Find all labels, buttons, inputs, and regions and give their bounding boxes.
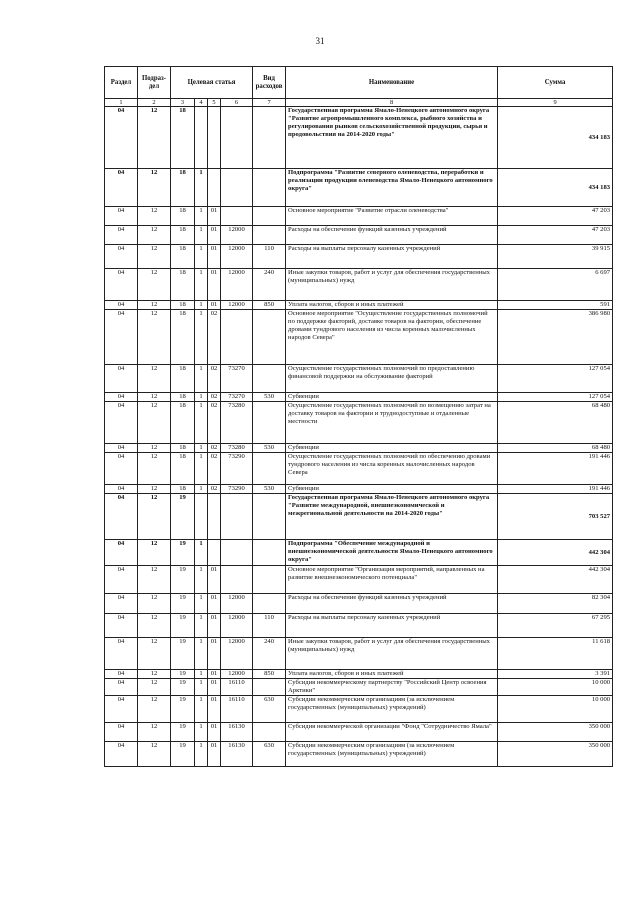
- target-code-4-cell: [221, 107, 253, 169]
- target-code-2-cell: 1: [195, 742, 208, 767]
- target-code-1-cell: 19: [171, 679, 195, 696]
- target-code-3-cell: 02: [208, 393, 221, 402]
- podrazdel-cell: 12: [138, 540, 171, 566]
- table-row: [105, 723, 613, 742]
- podrazdel-cell: 12: [138, 679, 171, 696]
- name-cell: Субвенции: [286, 444, 498, 453]
- name-cell: Субсидии некоммерческим организациям (за исключением государственных (муниципальных) учреждений): [286, 742, 498, 767]
- target-code-2-cell: 1: [195, 594, 208, 614]
- target-code-1-cell: 19: [171, 614, 195, 638]
- budget-table: [104, 66, 613, 767]
- target-code-1-cell: 19: [171, 670, 195, 679]
- target-code-1-cell: 18: [171, 365, 195, 393]
- razdel-cell: 04: [105, 723, 138, 742]
- target-code-4-cell: [221, 169, 253, 207]
- table-row: [105, 485, 613, 494]
- table-row: [105, 365, 613, 393]
- razdel-cell: 04: [105, 310, 138, 365]
- sum-cell: 68 480: [498, 444, 613, 453]
- expense-type-cell: [253, 453, 286, 485]
- table-row: [105, 207, 613, 226]
- podrazdel-cell: 12: [138, 723, 171, 742]
- column-number: 2: [138, 99, 171, 107]
- target-code-1-cell: 18: [171, 207, 195, 226]
- target-code-3-cell: 01: [208, 742, 221, 767]
- podrazdel-cell: 12: [138, 107, 171, 169]
- target-code-2-cell: 1: [195, 453, 208, 485]
- target-code-1-cell: 18: [171, 301, 195, 310]
- sum-cell: 39 915: [498, 245, 613, 269]
- target-code-1-cell: 19: [171, 638, 195, 670]
- name-cell: Осуществление государственных полномочий по предоставлению финансовой поддержки на обслуживание факторий: [286, 365, 498, 393]
- table-row: [105, 670, 613, 679]
- target-code-3-cell: [208, 540, 221, 566]
- table-row: [105, 107, 613, 169]
- podrazdel-cell: 12: [138, 169, 171, 207]
- target-code-3-cell: 02: [208, 365, 221, 393]
- table-row: [105, 638, 613, 670]
- table-row: [105, 494, 613, 540]
- target-code-4-cell: [221, 207, 253, 226]
- target-code-2-cell: 1: [195, 614, 208, 638]
- target-code-1-cell: 19: [171, 494, 195, 540]
- name-cell: Расходы на обеспечение функций казенных учреждений: [286, 594, 498, 614]
- table-row: [105, 540, 613, 566]
- expense-type-cell: [253, 494, 286, 540]
- target-code-4-cell: [221, 566, 253, 594]
- name-cell: Иные закупки товаров, работ и услуг для обеспечения государственных (муниципальных) нужд: [286, 638, 498, 670]
- expense-type-cell: [253, 540, 286, 566]
- name-cell: Осуществление государственных полномочий по обеспечению дровами тундрового населения из числа коренных малочисленных народов Севера: [286, 453, 498, 485]
- target-code-2-cell: 1: [195, 444, 208, 453]
- razdel-cell: 04: [105, 444, 138, 453]
- sum-cell: 127 054: [498, 393, 613, 402]
- podrazdel-cell: 12: [138, 566, 171, 594]
- target-code-4-cell: 73270: [221, 365, 253, 393]
- column-number: 7: [253, 99, 286, 107]
- razdel-cell: 04: [105, 269, 138, 301]
- target-code-2-cell: 1: [195, 207, 208, 226]
- target-code-1-cell: 18: [171, 169, 195, 207]
- name-cell: Основное мероприятие "Организация мероприятий, направленных на развитие внешнеэкономического потенциала": [286, 566, 498, 594]
- table-body: [105, 107, 613, 767]
- name-cell: Государственная программа Ямало-Ненецкого автономного округа "Развитие международной, внешнеэкономической и межрегиональной деятельности на 2014-2020 годы": [286, 494, 498, 540]
- target-code-4-cell: 12000: [221, 670, 253, 679]
- podrazdel-cell: 12: [138, 696, 171, 723]
- razdel-cell: 04: [105, 453, 138, 485]
- expense-type-cell: [253, 365, 286, 393]
- expense-type-cell: [253, 310, 286, 365]
- target-code-3-cell: 02: [208, 402, 221, 444]
- name-cell: Осуществление государственных полномочий по возмещению затрат на доставку товаров на фактории и труднодоступные и отдаленные местности: [286, 402, 498, 444]
- header-sum: Сумма: [498, 67, 613, 99]
- expense-type-cell: 850: [253, 670, 286, 679]
- table-row: [105, 614, 613, 638]
- podrazdel-cell: 12: [138, 269, 171, 301]
- target-code-3-cell: 01: [208, 594, 221, 614]
- column-number: 4: [195, 99, 208, 107]
- expense-type-cell: 530: [253, 485, 286, 494]
- target-code-1-cell: 18: [171, 226, 195, 245]
- expense-type-cell: 850: [253, 301, 286, 310]
- sum-cell: 442 304: [498, 566, 613, 594]
- target-code-4-cell: 73280: [221, 402, 253, 444]
- podrazdel-cell: 12: [138, 670, 171, 679]
- header-podrazdel: Подраз-дел: [138, 67, 171, 99]
- target-code-1-cell: 18: [171, 310, 195, 365]
- razdel-cell: 04: [105, 226, 138, 245]
- sum-cell: 67 295: [498, 614, 613, 638]
- expense-type-cell: [253, 402, 286, 444]
- target-code-1-cell: 18: [171, 269, 195, 301]
- column-number: 5: [208, 99, 221, 107]
- expense-type-cell: [253, 107, 286, 169]
- razdel-cell: 04: [105, 594, 138, 614]
- expense-type-cell: 630: [253, 696, 286, 723]
- name-cell: Субвенции: [286, 485, 498, 494]
- target-code-1-cell: 18: [171, 402, 195, 444]
- sum-cell: 350 000: [498, 723, 613, 742]
- expense-type-cell: 530: [253, 393, 286, 402]
- sum-cell: 6 697: [498, 269, 613, 301]
- expense-type-cell: [253, 226, 286, 245]
- target-code-4-cell: 73280: [221, 444, 253, 453]
- target-code-1-cell: 19: [171, 540, 195, 566]
- target-code-3-cell: [208, 107, 221, 169]
- target-code-4-cell: 73270: [221, 393, 253, 402]
- podrazdel-cell: 12: [138, 226, 171, 245]
- page-number: 31: [315, 36, 325, 46]
- sum-cell: 386 980: [498, 310, 613, 365]
- table-row: [105, 742, 613, 767]
- target-code-1-cell: 18: [171, 107, 195, 169]
- podrazdel-cell: 12: [138, 393, 171, 402]
- razdel-cell: 04: [105, 614, 138, 638]
- expense-type-cell: [253, 566, 286, 594]
- sum-cell: 68 480: [498, 402, 613, 444]
- target-code-4-cell: 73290: [221, 453, 253, 485]
- name-cell: Основное мероприятие "Осуществление государственных полномочий по поддержке факторий, доставке товаров на фактории, обеспечение дровами тундрового населения из числа коренных малочисленных народов Севера": [286, 310, 498, 365]
- name-cell: Уплата налогов, сборов и иных платежей: [286, 301, 498, 310]
- expense-type-cell: 110: [253, 245, 286, 269]
- target-code-2-cell: 1: [195, 723, 208, 742]
- table-row: [105, 226, 613, 245]
- sum-cell: 127 054: [498, 365, 613, 393]
- podrazdel-cell: 12: [138, 301, 171, 310]
- target-code-4-cell: 16110: [221, 696, 253, 723]
- sum-cell: 350 000: [498, 742, 613, 767]
- target-code-1-cell: 18: [171, 393, 195, 402]
- table-row: [105, 169, 613, 207]
- expense-type-cell: [253, 679, 286, 696]
- target-code-3-cell: 01: [208, 566, 221, 594]
- column-number: 3: [171, 99, 195, 107]
- table-row: [105, 402, 613, 444]
- header-target-article: Целевая статья: [171, 67, 253, 99]
- target-code-1-cell: 18: [171, 453, 195, 485]
- sum-cell: 191 446: [498, 453, 613, 485]
- razdel-cell: 04: [105, 742, 138, 767]
- razdel-cell: 04: [105, 402, 138, 444]
- target-code-4-cell: [221, 494, 253, 540]
- target-code-1-cell: 19: [171, 742, 195, 767]
- sum-cell: 442 304: [498, 540, 613, 566]
- target-code-2-cell: 1: [195, 540, 208, 566]
- target-code-4-cell: 12000: [221, 638, 253, 670]
- target-code-3-cell: 01: [208, 301, 221, 310]
- table-row: [105, 696, 613, 723]
- razdel-cell: 04: [105, 485, 138, 494]
- target-code-1-cell: 19: [171, 723, 195, 742]
- table-row: [105, 594, 613, 614]
- podrazdel-cell: 12: [138, 742, 171, 767]
- target-code-3-cell: 02: [208, 485, 221, 494]
- column-number: 1: [105, 99, 138, 107]
- expense-type-cell: 240: [253, 269, 286, 301]
- name-cell: Подпрограмма "Развитие северного оленеводства, переработки и реализации продукции оленеводства Ямало-Ненецкого автономного округа": [286, 169, 498, 207]
- podrazdel-cell: 12: [138, 365, 171, 393]
- target-code-1-cell: 18: [171, 444, 195, 453]
- razdel-cell: 04: [105, 365, 138, 393]
- podrazdel-cell: 12: [138, 453, 171, 485]
- target-code-2-cell: 1: [195, 365, 208, 393]
- target-code-2-cell: 1: [195, 670, 208, 679]
- header-name: Наименование: [286, 67, 498, 99]
- target-code-2-cell: 1: [195, 301, 208, 310]
- name-cell: Субсидия некоммерческому партнерству "Российский Центр освоения Арктики": [286, 679, 498, 696]
- target-code-4-cell: 16130: [221, 742, 253, 767]
- target-code-4-cell: [221, 540, 253, 566]
- target-code-2-cell: 1: [195, 485, 208, 494]
- target-code-3-cell: 01: [208, 696, 221, 723]
- expense-type-cell: 110: [253, 614, 286, 638]
- razdel-cell: 04: [105, 393, 138, 402]
- target-code-4-cell: 12000: [221, 226, 253, 245]
- name-cell: Основное мероприятие "Развитие отрасли оленеводства": [286, 207, 498, 226]
- column-number: 6: [221, 99, 253, 107]
- target-code-2-cell: 1: [195, 269, 208, 301]
- target-code-3-cell: 01: [208, 269, 221, 301]
- target-code-3-cell: 01: [208, 207, 221, 226]
- target-code-2-cell: [195, 494, 208, 540]
- sum-cell: 434 183: [498, 107, 613, 169]
- name-cell: Расходы на обеспечение функций казенных учреждений: [286, 226, 498, 245]
- podrazdel-cell: 12: [138, 444, 171, 453]
- target-code-4-cell: 12000: [221, 269, 253, 301]
- table-row: [105, 245, 613, 269]
- target-code-2-cell: 1: [195, 566, 208, 594]
- razdel-cell: 04: [105, 245, 138, 269]
- target-code-3-cell: 02: [208, 444, 221, 453]
- header-row: [105, 67, 613, 99]
- razdel-cell: 04: [105, 301, 138, 310]
- sum-cell: 82 304: [498, 594, 613, 614]
- sum-cell: 3 391: [498, 670, 613, 679]
- table-row: [105, 269, 613, 301]
- sum-cell: 11 618: [498, 638, 613, 670]
- target-code-1-cell: 19: [171, 566, 195, 594]
- target-code-1-cell: 18: [171, 485, 195, 494]
- expense-type-cell: [253, 169, 286, 207]
- table-row: [105, 679, 613, 696]
- target-code-1-cell: 19: [171, 696, 195, 723]
- target-code-4-cell: 12000: [221, 301, 253, 310]
- target-code-2-cell: 1: [195, 393, 208, 402]
- razdel-cell: 04: [105, 207, 138, 226]
- target-code-3-cell: 01: [208, 670, 221, 679]
- target-code-3-cell: 01: [208, 723, 221, 742]
- table-row: [105, 566, 613, 594]
- razdel-cell: 04: [105, 494, 138, 540]
- expense-type-cell: [253, 723, 286, 742]
- target-code-3-cell: 02: [208, 453, 221, 485]
- razdel-cell: 04: [105, 540, 138, 566]
- name-cell: Иные закупки товаров, работ и услуг для обеспечения государственных (муниципальных) нужд: [286, 269, 498, 301]
- podrazdel-cell: 12: [138, 245, 171, 269]
- table-row: [105, 301, 613, 310]
- razdel-cell: 04: [105, 696, 138, 723]
- target-code-2-cell: [195, 107, 208, 169]
- sum-cell: 47 203: [498, 207, 613, 226]
- name-cell: Подпрограмма "Обеспечение международной и внешнеэкономической деятельности Ямало-Ненецкого автономного округа": [286, 540, 498, 566]
- name-cell: Субсидия некоммерческой организации "Фонд "Сотрудничество Ямала": [286, 723, 498, 742]
- razdel-cell: 04: [105, 107, 138, 169]
- target-code-2-cell: 1: [195, 169, 208, 207]
- podrazdel-cell: 12: [138, 310, 171, 365]
- sum-cell: 434 183: [498, 169, 613, 207]
- podrazdel-cell: 12: [138, 614, 171, 638]
- table-row: [105, 444, 613, 453]
- target-code-1-cell: 19: [171, 594, 195, 614]
- target-code-2-cell: 1: [195, 696, 208, 723]
- name-cell: Уплата налогов, сборов и иных платежей: [286, 670, 498, 679]
- razdel-cell: 04: [105, 566, 138, 594]
- target-code-2-cell: 1: [195, 245, 208, 269]
- target-code-2-cell: 1: [195, 310, 208, 365]
- name-cell: Расходы на выплаты персоналу казенных учреждений: [286, 245, 498, 269]
- target-code-3-cell: 01: [208, 226, 221, 245]
- podrazdel-cell: 12: [138, 594, 171, 614]
- podrazdel-cell: 12: [138, 207, 171, 226]
- target-code-3-cell: [208, 494, 221, 540]
- sum-cell: 10 000: [498, 679, 613, 696]
- expense-type-cell: 630: [253, 742, 286, 767]
- column-number-row: [105, 99, 613, 107]
- table-row: [105, 393, 613, 402]
- header-expense-type: Вид расходов: [253, 67, 286, 99]
- target-code-2-cell: 1: [195, 226, 208, 245]
- razdel-cell: 04: [105, 638, 138, 670]
- podrazdel-cell: 12: [138, 494, 171, 540]
- sum-cell: 10 000: [498, 696, 613, 723]
- header-razdel: Раздел: [105, 67, 138, 99]
- podrazdel-cell: 12: [138, 485, 171, 494]
- sum-cell: 47 203: [498, 226, 613, 245]
- target-code-3-cell: [208, 169, 221, 207]
- expense-type-cell: [253, 207, 286, 226]
- razdel-cell: 04: [105, 679, 138, 696]
- target-code-2-cell: 1: [195, 679, 208, 696]
- column-number: 9: [498, 99, 613, 107]
- podrazdel-cell: 12: [138, 402, 171, 444]
- target-code-4-cell: 16110: [221, 679, 253, 696]
- name-cell: Субвенции: [286, 393, 498, 402]
- sum-cell: 703 527: [498, 494, 613, 540]
- podrazdel-cell: 12: [138, 638, 171, 670]
- table-row: [105, 310, 613, 365]
- name-cell: Государственная программа Ямало-Ненецкого автономного округа "Развитие агропромышленного комплекса, рыбного хозяйства и регулирования рынков сельскохозяйственной продукции, сырья и продовольствия на 2014-2020 годы": [286, 107, 498, 169]
- target-code-4-cell: 73290: [221, 485, 253, 494]
- target-code-4-cell: 16130: [221, 723, 253, 742]
- target-code-3-cell: 01: [208, 679, 221, 696]
- target-code-4-cell: 12000: [221, 245, 253, 269]
- target-code-4-cell: 12000: [221, 614, 253, 638]
- column-number: 8: [286, 99, 498, 107]
- target-code-4-cell: [221, 310, 253, 365]
- sum-cell: 591: [498, 301, 613, 310]
- expense-type-cell: [253, 594, 286, 614]
- razdel-cell: 04: [105, 169, 138, 207]
- target-code-4-cell: 12000: [221, 594, 253, 614]
- target-code-3-cell: 01: [208, 245, 221, 269]
- table-row: [105, 453, 613, 485]
- name-cell: Расходы на выплаты персоналу казенных учреждений: [286, 614, 498, 638]
- target-code-3-cell: 01: [208, 614, 221, 638]
- sum-cell: 191 446: [498, 485, 613, 494]
- target-code-2-cell: 1: [195, 638, 208, 670]
- expense-type-cell: 530: [253, 444, 286, 453]
- target-code-2-cell: 1: [195, 402, 208, 444]
- name-cell: Субсидии некоммерческим организациям (за исключением государственных (муниципальных) учреждений): [286, 696, 498, 723]
- razdel-cell: 04: [105, 670, 138, 679]
- target-code-1-cell: 18: [171, 245, 195, 269]
- expense-type-cell: 240: [253, 638, 286, 670]
- target-code-3-cell: 02: [208, 310, 221, 365]
- target-code-3-cell: 01: [208, 638, 221, 670]
